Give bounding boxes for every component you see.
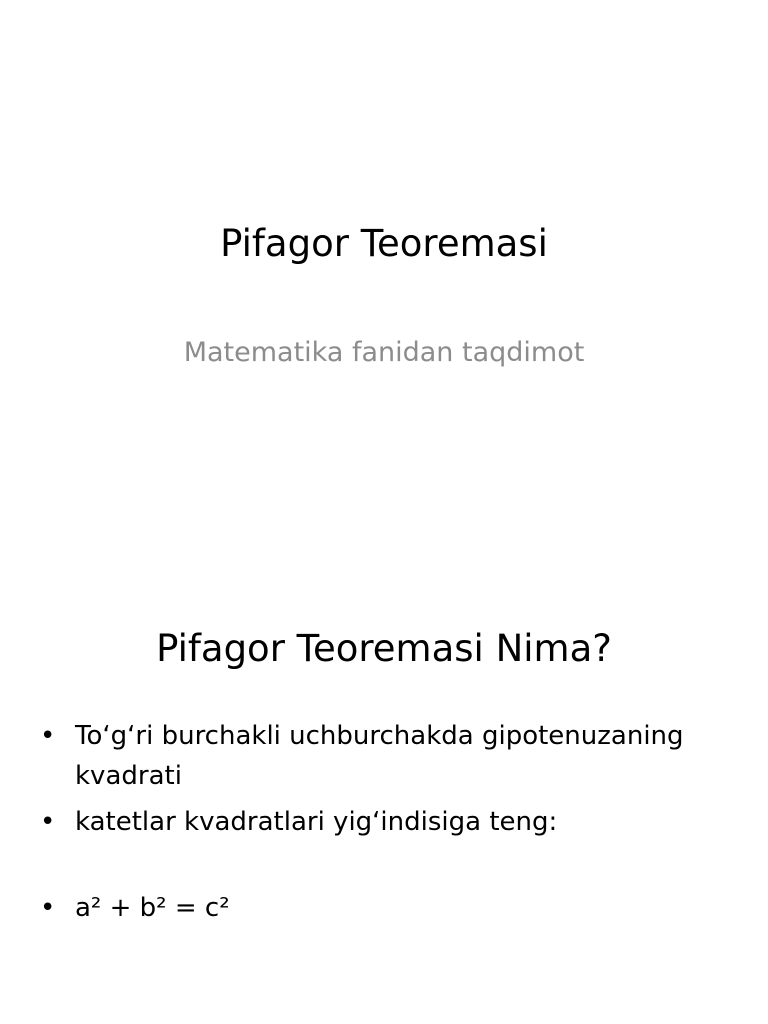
slide-title: Pifagor Teoremasi <box>220 222 548 265</box>
list-item <box>40 716 740 796</box>
bullet-icon: • <box>40 721 56 751</box>
bullet-icon: • <box>40 893 56 923</box>
bullet-list <box>40 716 740 934</box>
slide-title: Pifagor Teoremasi Nima? <box>156 627 612 670</box>
bullet-text: a² + b² = c² <box>75 893 230 923</box>
bullet-icon: • <box>40 807 56 837</box>
slide-subtitle: Matematika fanidan taqdimot <box>183 337 585 368</box>
list-item <box>40 888 740 928</box>
content-slide <box>0 512 768 1024</box>
bullet-text: katetlar kvadratlari yig‘indisiga teng: <box>75 807 558 837</box>
list-item <box>40 802 740 842</box>
bullet-text: To‘g‘ri burchakli uchburchakda gipotenuzaning kvadrati <box>75 721 684 791</box>
